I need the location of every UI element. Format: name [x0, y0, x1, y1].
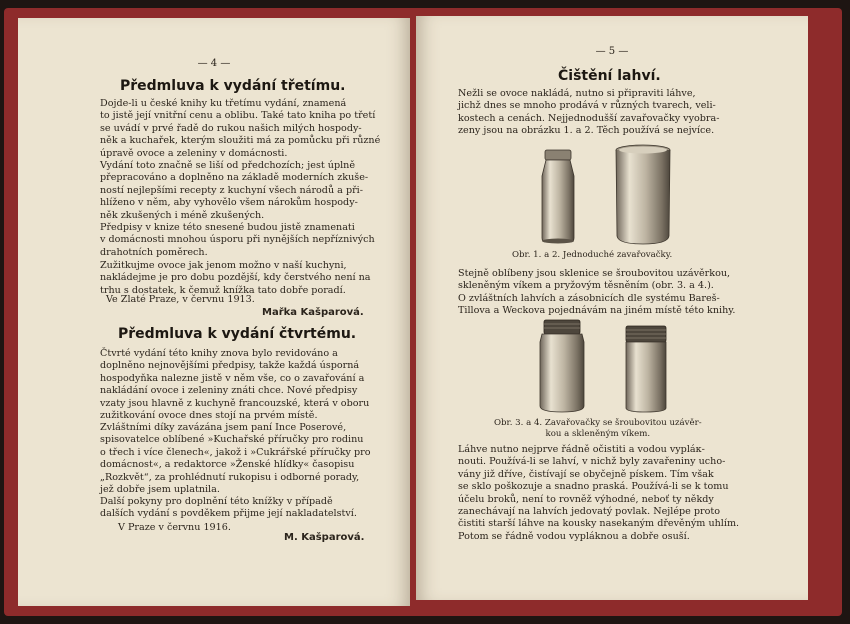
right-page [416, 16, 808, 600]
preface-third-paragraph-2: Vydání toto značně se liší od předchozích; jest úplně přepracováno a doplněno na základě moderních zkuše- ností nejlepšími recepty z kuchyní všech národů a při- hlíženo v něm, aby vyhovělo všem nárokům hospody- něk zkušených i méně zkušených. [100, 160, 369, 221]
preface-third-paragraph-3: Předpisy v knize této snesené budou jistě znamenati v domácnosti mnohou úsporu při nynějších nepříznivých drahotních poměrech. [100, 222, 375, 258]
screw-top-jar-large-icon [540, 320, 584, 412]
simple-jar-icon [616, 145, 670, 244]
left-page [18, 18, 410, 606]
signature-1913: Mařka Kašparová. [262, 307, 364, 318]
figure-3-4-caption: Obr. 3. a 4. Zavařovačky se šroubovitou uzávěr- kou a skleněným víkem. [494, 418, 702, 439]
screw-top-jar-small-icon [626, 326, 666, 412]
preface-fourth-paragraph-1: Čtvrté vydání této knihy znova bylo revidováno a doplněno nejnovějšími předpisy, takže každá úsporná hospodyňka nalezne jistě v něm vše, co o zavařování a nakládání ovoce i zeleniny znáti chce. Nové předpisy vzaty jsou hlavně z kuchyně francouzské, která v oboru zužitkování ovoce dnes stojí na prvém místě. [100, 348, 370, 422]
preface-third-paragraph-4: Zužitkujme ovoce jak jenom možno v naší kuchyni, nakládejme je pro dobu pozdější, kdy čerstvého není na trhu s dostatek, k čemuž knížka tato dobře poradí. [100, 260, 371, 296]
figure-1-2-jars [536, 142, 676, 246]
preface-third-paragraph-1: Dojde-li u české knihy ku třetímu vydání, znamená to jistě její vnitřní cenu a oblibu. Také tato kniha po třetí se uvádí v prvé řadě do rukou našich milých hospody- něk a kuchařek, kterým sloužiti má za pomůcku při různé úpravě ovoce a zeleniny v domácnosti. [100, 98, 381, 159]
figure-1-2-caption: Obr. 1. a 2. Jednoduché zavařovačky. [512, 250, 673, 260]
place-date-1913: Ve Zlaté Praze, v červnu 1913. [106, 294, 255, 305]
simple-bottle-icon [542, 150, 574, 244]
signature-1916: M. Kašparová. [284, 532, 365, 543]
preface-fourth-heading: Předmluva k vydání čtvrtému. [118, 326, 357, 342]
place-date-1916: V Praze v červnu 1916. [118, 522, 231, 533]
figure-3-4-jars [538, 318, 678, 416]
bottle-cleaning-paragraph-1: Nežli se ovoce nakládá, nutno si připraviti láhve, jichž dnes se mnoho prodává v různých tvarech, veli- kostech a cenách. Nejjednodušší zavařovačky vyobra- zeny jsou na obrázku 1. a 2. Těch používá se nejvíce. [458, 88, 720, 137]
bottle-cleaning-paragraph-3: Láhve nutno nejprve řádně očistiti a vodou vypláк- nouti. Používá-li se lahví, v nichž byly zavařeniny ucho- vány již dříve, čistívají se obyčejně pískem. Tím však se sklo poškozuje a snadno praská. Používá-li se k tomu účelu broků, není to rovněž výhodné, neboť ty někdy zanechávají na lahvích jedovatý povlak. Nejlépe proto čistiti starší láhve na kousky nasekaným dřevěným uhlím. Potom se řádně vodou vypláknou a dobře osuší. [458, 444, 740, 542]
page-number: — 5 — [595, 46, 629, 57]
preface-third-heading: Předmluva k vydání třetímu. [120, 78, 346, 94]
page-number: — 4 — [197, 58, 231, 69]
bottle-cleaning-heading: Čištění lahví. [558, 68, 661, 84]
preface-fourth-paragraph-2: Zvláštními díky zavázána jsem paní Ince Poserové, spisovatelce oblíbené »Kuchařské příručky pro rodinu o třech i více členech«, jakož i »Cukrářské příručky pro domácnost«, a redaktorce »Ženské hlídky« časopisu „Rozkvět“, za prohlédnutí rukopisu i odborné porady, jež dobře jsem uplatnila. [100, 422, 371, 496]
preface-fourth-paragraph-3: Další pokyny pro doplnění této knížky v případě dalších vydání s povděkem přijme její nakladatelství. [100, 496, 357, 520]
bottle-cleaning-paragraph-2: Stejně oblíbeny jsou sklenice se šroubovitou uzávěrkou, skleněným víkem a pryžovým těsněním (obr. 3. a 4.). O zvláštních lahvích a zásobnicích dle systému Bareš- Tillova a Weckova pojednávám na jiném místě této knihy. [458, 268, 736, 317]
